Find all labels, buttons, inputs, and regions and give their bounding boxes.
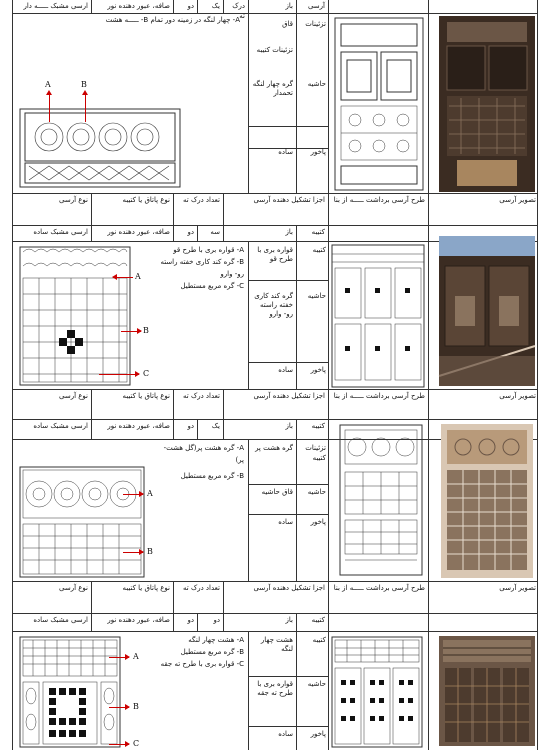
count-cell: دو	[173, 0, 197, 13]
side-key: کتیبه	[312, 636, 326, 644]
note-a: A- هشت چهار لنگه	[188, 636, 244, 644]
label-a: A	[133, 652, 139, 661]
panel-sketch	[19, 466, 145, 578]
side-value: قواره بری با طرح ته جقه	[257, 680, 293, 697]
header-image: تصویر آرسی	[428, 390, 539, 419]
header-type: نوع آرسی	[59, 196, 88, 204]
arrow-c	[109, 744, 129, 745]
side-key: حاشیه	[307, 680, 326, 688]
arrow-a	[113, 277, 133, 278]
count-cell: یک	[197, 0, 223, 13]
door-drawing	[331, 244, 425, 388]
header-pattern: نوع پاتاق یا کتیبه	[91, 390, 173, 419]
label-c: C	[143, 369, 150, 378]
side-key: پاخور	[310, 518, 326, 526]
side-value: قاق	[282, 20, 293, 28]
label-b: B	[147, 547, 153, 556]
side-value: هشت چهار لنگه	[260, 636, 293, 653]
side-key: پاخور	[310, 148, 326, 156]
side-key: حاشیه	[307, 488, 326, 496]
side-keys	[296, 14, 328, 193]
door-drawing	[333, 16, 425, 192]
side-value: گره کند کاری خفته راسته رو- وارو	[254, 292, 293, 318]
side-value: ساده	[278, 730, 293, 738]
arasi-photo	[439, 236, 535, 386]
design-cell	[328, 0, 428, 13]
note-a: A- قواره بری با طرح قو	[173, 246, 244, 254]
label-a: A	[147, 489, 153, 498]
row-pattern: صافه، عبور دهنده نور	[91, 420, 173, 439]
label-a: A	[45, 80, 51, 89]
row-kind: باز	[223, 420, 296, 439]
header-count: تعداد درک ته	[173, 390, 223, 419]
side-value: ساده	[278, 366, 293, 374]
panel-sketch	[19, 636, 121, 748]
panel-sketch	[19, 246, 131, 386]
note-b: B- گره کند کاری خفته راسته	[160, 258, 244, 266]
arrow-a	[109, 657, 129, 658]
header-count: تعداد درک ته	[173, 194, 223, 225]
door-drawing	[339, 424, 423, 576]
part-cell: آرسی	[296, 0, 328, 13]
image-cell	[428, 0, 539, 13]
header-image: تصویر آرسی	[428, 582, 539, 613]
row-count: سه	[197, 226, 223, 241]
label-a: A	[135, 272, 141, 281]
door-drawing	[331, 636, 423, 748]
arasi-photo	[441, 424, 533, 578]
side-key-sub: کتیبه	[312, 454, 326, 462]
side-key: کتیبه	[312, 246, 326, 254]
header-type: نوع آرسی	[59, 584, 88, 592]
note-b2: رو- وارو	[220, 270, 244, 278]
row-type: ارسی مشبک ساده	[33, 616, 88, 624]
note-a2: پر)	[235, 456, 244, 464]
label-c: C	[133, 739, 140, 748]
side-key: حاشیه	[307, 80, 326, 88]
row-pattern: صافه، عبور دهنده نور	[91, 226, 173, 241]
arrow-b	[121, 331, 141, 332]
arasi-table	[12, 0, 538, 750]
note-c: C- قواره بری با طرح ته جقه	[160, 660, 244, 668]
arrow-b	[123, 552, 143, 553]
side-values	[248, 14, 296, 193]
side-key: تزئینات	[305, 20, 326, 28]
row-type: ارسی مشبک ساده	[33, 228, 88, 236]
side-value: قاق حاشیه	[261, 488, 293, 496]
header-image: تصویر آرسی	[428, 194, 539, 225]
side-key: تزئینات	[305, 444, 326, 452]
label-b: B	[81, 80, 87, 89]
side-value: گره هشت پر	[255, 444, 293, 452]
side-key: پاخور	[310, 366, 326, 374]
side-key: حاشیه	[307, 292, 326, 300]
type-cell: ارسی مشبک ـــــه دار	[23, 2, 88, 10]
kind-cell: باز	[248, 0, 296, 13]
arrow-a	[123, 494, 143, 495]
side-value: قواره بری با طرح قو	[257, 246, 293, 263]
row-pattern: صافه، عبور دهنده نور	[91, 614, 173, 631]
header-count: تعداد درک ته	[173, 582, 223, 613]
header-design: طرح آرسی برداشت ـــــه از بنا	[328, 390, 428, 419]
header-pattern: نوع پاتاق یا کتیبه	[91, 194, 173, 225]
arasi-photo	[439, 636, 535, 746]
row-kind: باز	[223, 614, 296, 631]
row-count: دو	[197, 614, 223, 631]
note-a: A- گره هشت پر(گل هشت-	[163, 444, 244, 452]
arrow-a	[49, 92, 50, 122]
panel-sketch	[19, 108, 181, 188]
label-b: B	[133, 702, 139, 711]
block2-header	[13, 194, 537, 226]
pattern-cell: صافه، عبور دهنده نور	[91, 0, 173, 13]
side-value: تزئینات کتیبه	[256, 46, 293, 54]
row-kind: باز	[223, 226, 296, 241]
note-b: B- گره مربع مستطیل	[180, 472, 244, 480]
row-part: کتیبه	[296, 226, 328, 241]
row-part: کتیبه	[296, 420, 328, 439]
note-c: C- گره مربع مستطیل	[180, 282, 244, 290]
block4-row	[13, 614, 537, 632]
arasi-photo	[439, 16, 535, 192]
row-count: دو	[173, 420, 197, 439]
header-parts: اجزا تشکیل دهنده آرسی	[223, 194, 328, 225]
header-parts: اجزا تشکیل دهنده آرسی	[223, 582, 328, 613]
row-count: یک	[197, 420, 223, 439]
legend-text: A- چهار لنگه در زمینه دور تمام B- ـــــه هشت	[105, 16, 240, 24]
row-part: کتیبه	[296, 614, 328, 631]
block3-header	[13, 390, 537, 420]
side-value: ساده	[278, 148, 293, 156]
arrow-c	[99, 374, 139, 375]
arrow-b	[85, 92, 86, 122]
arrow-b	[109, 707, 129, 708]
side-key: پاخور	[310, 730, 326, 738]
header-parts: اجزا تشکیل دهنده آرسی	[223, 390, 328, 419]
side-value: گره چهار لنگه تحمدار	[252, 80, 293, 97]
label-b: B	[143, 326, 149, 335]
header-design: طرح آرسی برداشت ـــــه از بنا	[328, 582, 428, 613]
block4-header	[13, 582, 537, 614]
header-type: نوع آرسی	[59, 392, 88, 400]
row-count: دو	[173, 226, 197, 241]
note-b: B- گره مربع مستطیل	[180, 648, 244, 656]
row-count: دو	[173, 614, 197, 631]
header-design: طرح آرسی برداشت ـــــه از بنا	[328, 194, 428, 225]
row-type: ارسی مشبک ساده	[33, 422, 88, 430]
side-value: ساده	[278, 518, 293, 526]
count-cell: درک ته	[223, 0, 248, 13]
header-pattern: نوع پاتاق یا کتیبه	[91, 582, 173, 613]
